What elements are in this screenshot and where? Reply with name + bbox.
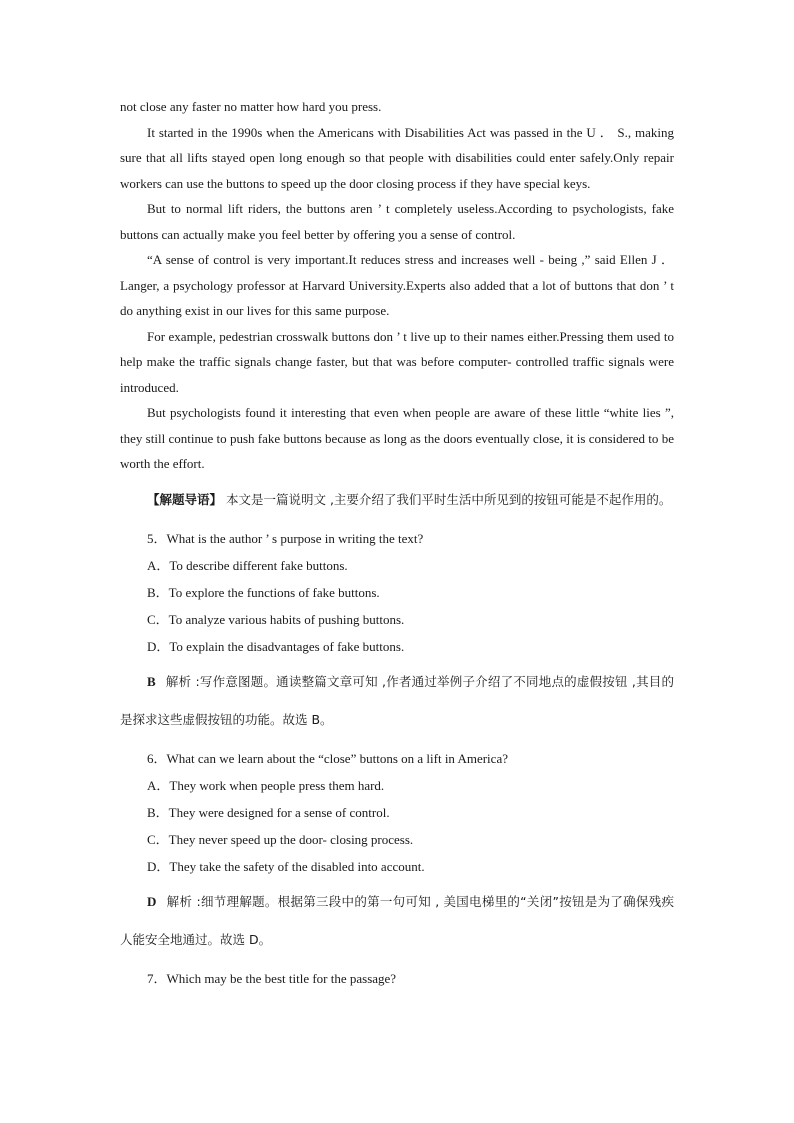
guide-text: 本文是一篇说明文 ,主要介绍了我们平时生活中所见到的按钮可能是不起作用的。 xyxy=(222,491,672,507)
guide-tag: 【解题导语】 xyxy=(147,491,223,507)
answer-letter: D xyxy=(147,893,157,909)
answer-6 xyxy=(120,883,674,959)
question-stem: 5．What is the author ’ s purpose in writing the text? xyxy=(147,530,424,546)
guide-section xyxy=(120,481,674,519)
passage-paragraph-3: “A sense of control is very important.It reduces stress and increases well - being ,” said Ellen J ． Langer, a psychology professor at Harvard University.Experts also added that a lot of buttons that don ’ t do anything exist in our lives for this same purpose. xyxy=(120,252,674,318)
option-b: B．They were designed for a sense of control. xyxy=(147,804,390,820)
option-d: D．To explain the disadvantages of fake buttons. xyxy=(147,639,405,655)
passage-continuation: not close any faster no matter how hard you press. xyxy=(120,99,382,114)
passage-paragraph-5: But psychologists found it interesting that even when people are aware of these little “white lies ”, they still continue to push fake buttons because as long as the doors eventually close, it is considered to be worth the effort. xyxy=(120,405,674,471)
option-d: D．They take the safety of the disabled into account. xyxy=(147,859,425,875)
option-a: A．They work when people press them hard. xyxy=(147,777,385,793)
question-7 xyxy=(120,965,674,992)
question-6 xyxy=(120,745,674,881)
answer-5 xyxy=(120,663,674,739)
option-a: A．To describe different fake buttons. xyxy=(147,557,348,573)
option-c: C．They never speed up the door- closing process. xyxy=(147,832,414,848)
option-c: C．To analyze various habits of pushing buttons. xyxy=(147,612,405,628)
passage-paragraph-1: It started in the 1990s when the Americans with Disabilities Act was passed in the U ． S., making sure that all lifts stayed open long enough so that people with disabilities could enter safely.Only repair workers can use the buttons to speed up the door closing process if they have special keys. xyxy=(120,124,674,191)
question-stem: 7．Which may be the best title for the passage? xyxy=(147,970,397,986)
answer-letter: B xyxy=(147,673,156,689)
answer-analysis: 解析 :细节理解题。根据第三段中的第一句可知 , 美国电梯里的“关闭”按钮是为了确保残疾人能安全地通过。故选 D。 xyxy=(120,893,674,947)
question-stem: 6．What can we learn about the “close” buttons on a lift in America? xyxy=(147,750,508,766)
option-b: B．To explore the functions of fake buttons. xyxy=(147,584,380,600)
passage-paragraph-4: For example, pedestrian crosswalk buttons don ’ t live up to their names either.Pressing them used to help make the traffic signals change faster, but that was before computer- controlled traffic signals were introduced. xyxy=(120,328,674,395)
passage-paragraph-2: But to normal lift riders, the buttons aren ’ t completely useless.According to psychologists, fake buttons can actually make you feel better by offering you a sense of control. xyxy=(120,201,674,242)
document-page xyxy=(120,94,674,992)
answer-analysis: 解析 :写作意图题。通读整篇文章可知 ,作者通过举例子介绍了不同地点的虚假按钮 ,其目的是探求这些虚假按钮的功能。故选 B。 xyxy=(120,673,674,727)
question-5 xyxy=(120,525,674,661)
